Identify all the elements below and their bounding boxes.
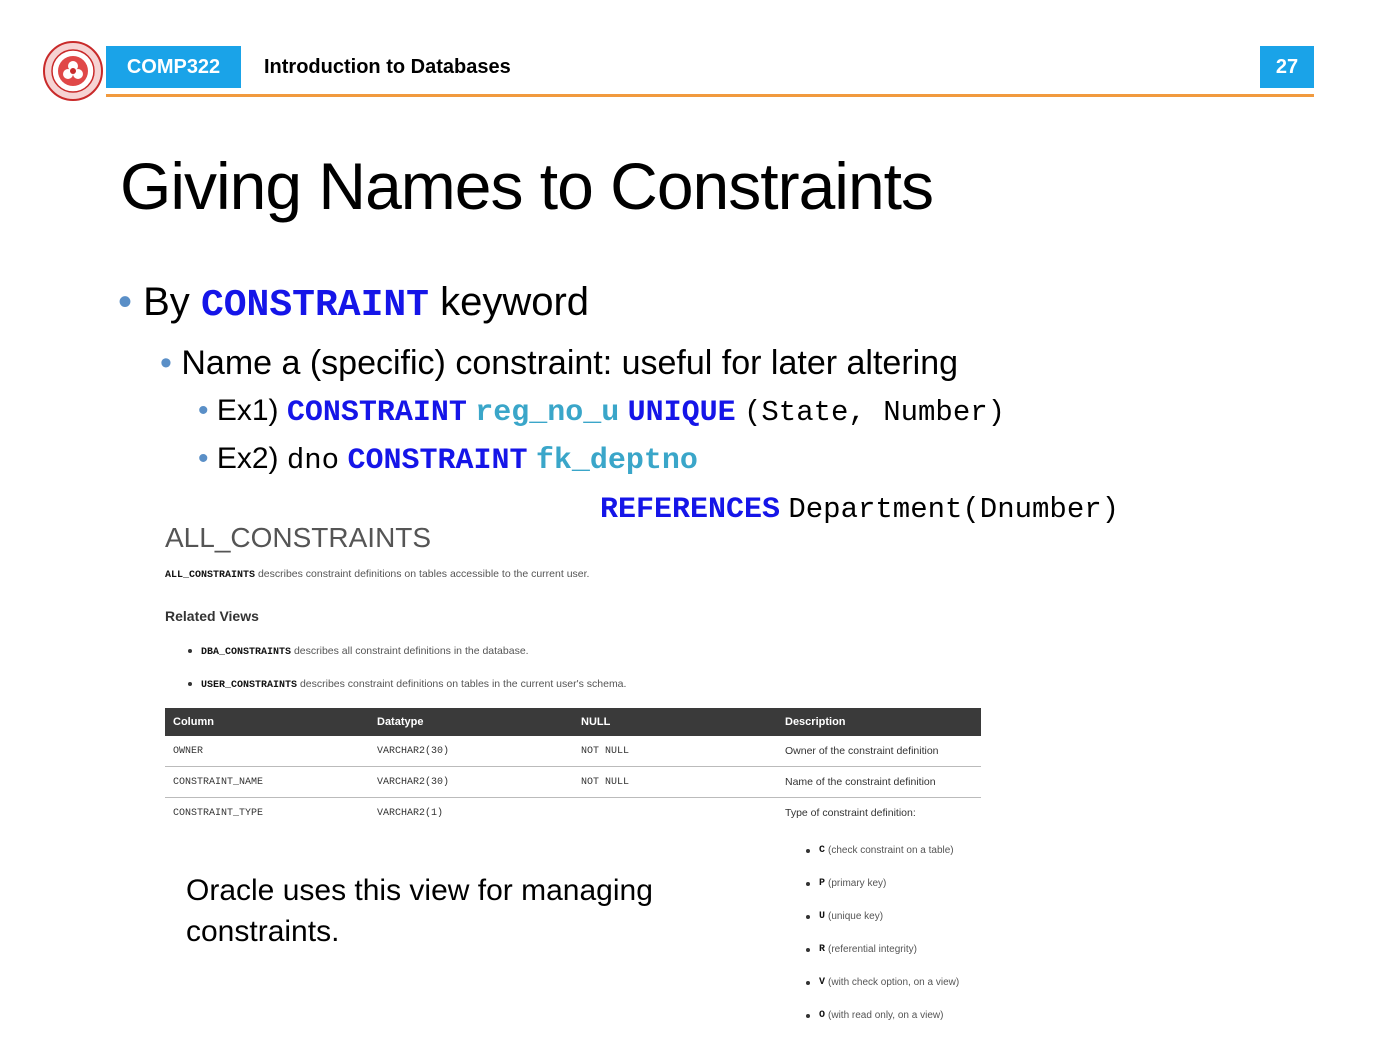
table-cell: Owner of the constraint definition [777, 736, 981, 767]
constraint-type-text: (check constraint on a table) [828, 845, 954, 856]
bullet1-suffix: keyword [440, 280, 590, 324]
constraint-type-text: (with check option, on a view) [828, 977, 960, 988]
table-cell: NOT NULL [573, 767, 777, 798]
ex2-column: dno [286, 444, 340, 477]
university-logo [42, 40, 104, 102]
table-cell: Name of the constraint definition [777, 767, 981, 798]
bullet-dot [188, 649, 192, 653]
constraint-type-code: P [819, 878, 826, 889]
ex1-keyword-constraint: CONSTRAINT [286, 396, 467, 430]
doc-description [165, 568, 589, 581]
oracle-note: Oracle uses this view for managing constraints. [186, 874, 653, 948]
ex1-keyword-unique: UNIQUE [627, 396, 736, 430]
ex2-keyword-constraint: CONSTRAINT [347, 444, 528, 478]
course-code-badge: COMP322 [106, 46, 241, 88]
table-cell: VARCHAR2(1) [377, 807, 444, 819]
bullet-dot [806, 849, 810, 853]
ex2-keyword-references: REFERENCES [600, 493, 781, 527]
related-views-title: Related Views [165, 608, 259, 624]
constraint-type-text: (referential integrity) [828, 944, 917, 955]
ex2-reference: Department(Dnumber) [788, 493, 1120, 526]
bullet-marker: • [118, 280, 144, 324]
table-cell: CONSTRAINT_NAME [165, 767, 369, 798]
header-divider [106, 94, 1314, 97]
table-row [165, 736, 981, 767]
table-header-row [165, 708, 981, 736]
constraint-type-text: (primary key) [828, 878, 887, 889]
column-header: Datatype [369, 708, 573, 736]
constraint-type-code: V [819, 977, 826, 988]
example-1 [198, 394, 1005, 430]
course-title: Introduction to Databases [264, 56, 511, 78]
constraint-type-text: (with read only, on a view) [828, 1010, 944, 1021]
constraint-type-text: (unique key) [828, 911, 884, 922]
example-2 [198, 442, 698, 478]
table-cell: VARCHAR2(30) [369, 767, 573, 798]
constraints-table [165, 708, 981, 828]
bullet-constraint-keyword [118, 280, 589, 327]
related-view-item [188, 645, 529, 658]
ex1-constraint-name: reg_no_u [475, 396, 620, 430]
table-cell: NOT NULL [573, 736, 777, 767]
table-cell: CONSTRAINT_TYPE [173, 807, 264, 819]
constraint-type-code: U [819, 911, 826, 922]
doc-desc-text: describes constraint definitions on tables accessible to the current user. [257, 568, 590, 580]
column-header: Description [777, 708, 981, 736]
table-row [165, 767, 981, 798]
bullet-marker: • [198, 442, 217, 475]
bullet-dot [188, 682, 192, 686]
bullet2-text: Name a (specific) constraint: useful for later altering [181, 344, 959, 382]
table-cell: Type of constraint definition: [785, 807, 916, 819]
table-cell: VARCHAR2(30) [369, 736, 573, 767]
bullet1-prefix: By [143, 280, 190, 324]
ex2-label: Ex2) [216, 442, 279, 475]
bullet-dot [806, 882, 810, 886]
keyword-constraint: CONSTRAINT [200, 284, 429, 327]
bullet-dot [806, 981, 810, 985]
table-cell: OWNER [165, 736, 369, 767]
constraint-type-code: O [819, 1010, 826, 1021]
ex1-columns: (State, Number) [744, 396, 1006, 429]
ex2-constraint-name: fk_deptno [535, 444, 698, 478]
bullet-dot [806, 1014, 810, 1018]
bullet-name-constraint [160, 344, 958, 383]
slide-title: Giving Names to Constraints [120, 149, 933, 223]
column-header: NULL [573, 708, 777, 736]
doc-heading: ALL_CONSTRAINTS [165, 522, 432, 553]
bullet-dot [806, 948, 810, 952]
related-view-text: describes constraint definitions on tables in the current user's schema. [299, 678, 627, 690]
table-cell [573, 798, 777, 829]
bullet-marker: • [160, 344, 182, 382]
column-header: Column [165, 708, 369, 736]
related-view-code[interactable]: USER_CONSTRAINTS [201, 680, 298, 691]
constraint-type-code: R [819, 944, 826, 955]
page-number-badge: 27 [1260, 46, 1314, 88]
related-view-text: describes all constraint definitions in the database. [293, 645, 529, 657]
example-2-continued [600, 491, 1119, 527]
ex1-label: Ex1) [216, 394, 279, 427]
bullet-marker: • [198, 394, 217, 427]
doc-desc-code: ALL_CONSTRAINTS [165, 570, 256, 581]
constraint-type-list [806, 834, 959, 1032]
related-view-code[interactable]: DBA_CONSTRAINTS [201, 647, 292, 658]
bullet-dot [806, 915, 810, 919]
constraint-type-code: C [819, 845, 826, 856]
related-view-item [188, 678, 626, 691]
constraint-type-item [806, 987, 959, 1032]
